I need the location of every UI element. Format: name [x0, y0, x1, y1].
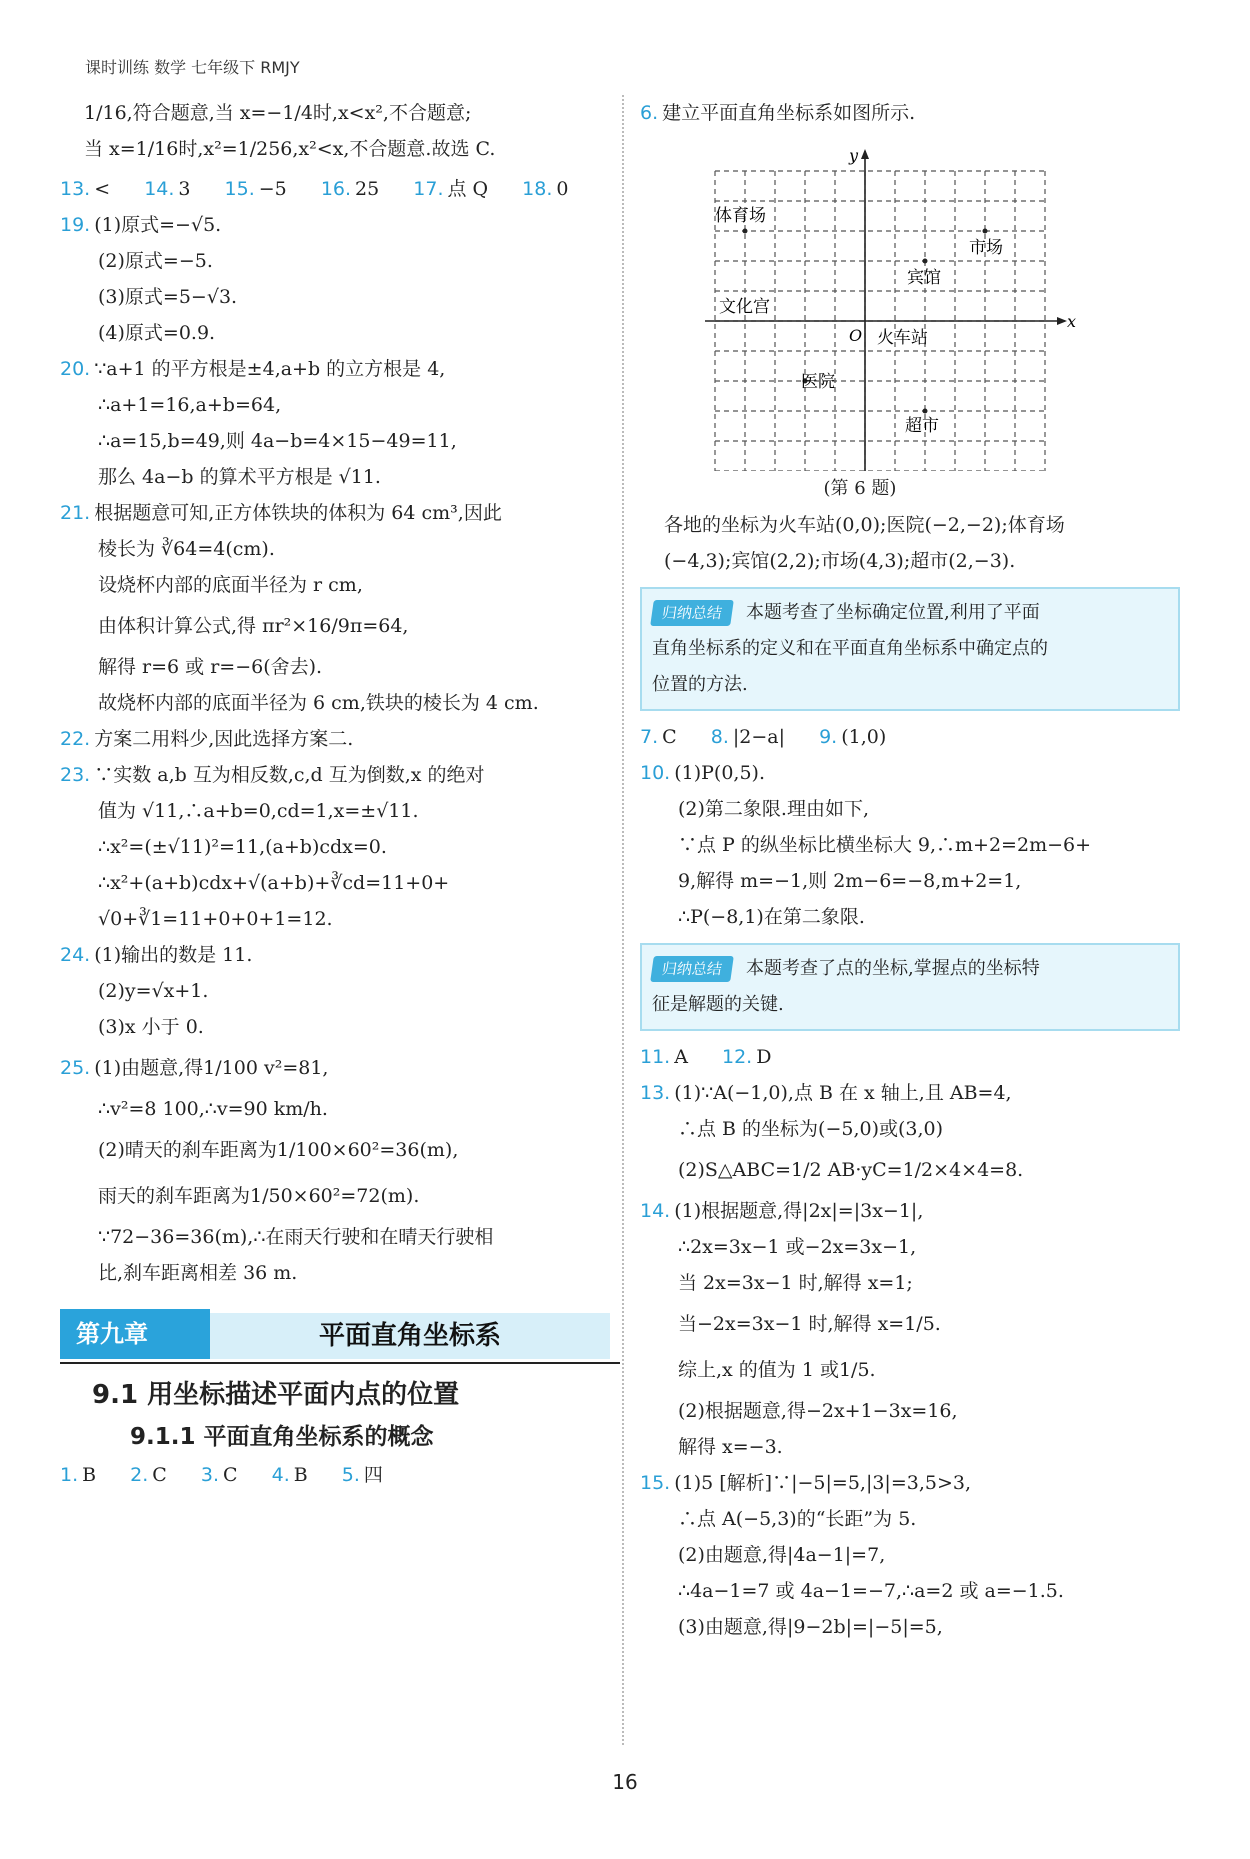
text-line: 9,解得 m=−1,则 2m−6=−8,m+2=1,	[678, 870, 1022, 892]
text-line: (2)由题意,得|4a−1|=7,	[678, 1544, 886, 1566]
question-number: 21.	[60, 502, 91, 524]
subsection-heading: 9.1.1 平面直角坐标系的概念	[130, 1424, 434, 1450]
question-number: 3.	[200, 1464, 220, 1486]
question-number: 8.	[710, 726, 729, 748]
text-line: 由体积计算公式,得 πr²×16/9π=64,	[98, 615, 409, 637]
section-heading: 9.1 用坐标描述平面内点的位置	[92, 1380, 460, 1410]
question-number: 11.	[640, 1046, 671, 1068]
place-label: 火车站	[877, 328, 928, 348]
answer: 四	[363, 1464, 383, 1486]
text-line: (1)原式=−√5.	[94, 214, 222, 236]
x-axis-arrow	[1057, 317, 1067, 325]
summary-box	[640, 587, 1180, 711]
question-number: 7.	[640, 726, 659, 748]
place-point	[923, 409, 928, 414]
figure-caption: (第 6 题)	[823, 478, 897, 499]
answers-1-5	[60, 1457, 620, 1493]
text-line: 综上,x 的值为 1 或1/5.	[678, 1359, 876, 1381]
text-line: ∴4a−1=7 或 4a−1=−7,∴a=2 或 a=−1.5.	[678, 1580, 1064, 1602]
answer: 0	[556, 178, 569, 200]
text-line: (2)晴天的刹车距离为1/100×60²=36(m),	[98, 1139, 459, 1161]
x-axis-label: x	[1067, 312, 1077, 331]
text-line: 故烧杯内部的底面半径为 6 cm,铁块的棱长为 4 cm.	[98, 692, 539, 714]
question-number: 15.	[224, 178, 255, 200]
place-label: 体育场	[715, 206, 766, 226]
question-number: 9.	[819, 726, 838, 748]
text-line: ∵实数 a,b 互为相反数,c,d 互为倒数,x 的绝对	[94, 764, 485, 786]
text-line: (2)y=√x+1.	[98, 980, 209, 1002]
question-number: 12.	[722, 1046, 753, 1068]
chapter-banner	[60, 1309, 620, 1365]
text-line: (−4,3);宾馆(2,2);市场(4,3);超市(2,−3).	[664, 550, 1016, 572]
text-line: (3)由题意,得|9−2b|=|−5|=5,	[678, 1616, 943, 1638]
answer: C	[662, 726, 677, 748]
question-13	[640, 1075, 1180, 1193]
text-line: 设烧杯内部的底面半径为 r cm,	[98, 574, 363, 596]
text-line: ∴P(−8,1)在第二象限.	[678, 906, 865, 928]
chapter-underline	[60, 1362, 620, 1364]
coordinate-figure	[690, 131, 1110, 471]
place-label: 宾馆	[907, 268, 941, 288]
text-line: (3)x 小于 0.	[98, 1016, 204, 1038]
question-25	[60, 1045, 620, 1291]
text-line: (4)原式=0.9.	[98, 322, 216, 344]
text-line: 解得 r=6 或 r=−6(舍去).	[98, 656, 323, 678]
text-line: 建立平面直角坐标系如图所示.	[662, 102, 916, 124]
text-line: ∵a+1 的平方根是±4,a+b 的立方根是 4,	[94, 358, 446, 380]
text-line: (1)P(0,5).	[674, 762, 765, 784]
text-line: ∴a+1=16,a+b=64,	[98, 394, 282, 416]
text-line: 值为 √11,∴a+b=0,cd=1,x=±√11.	[98, 800, 419, 822]
text-line: (3)原式=5−√3.	[98, 286, 238, 308]
y-axis-arrow	[861, 149, 869, 159]
answer: C	[152, 1464, 167, 1486]
summary-box	[640, 943, 1180, 1031]
answer: −5	[258, 178, 287, 200]
text-line: ∴点 B 的坐标为(−5,0)或(3,0)	[678, 1118, 944, 1140]
text-line: (2)根据题意,得−2x+1−3x=16,	[678, 1400, 958, 1422]
place-label: 医院	[801, 372, 835, 392]
question-20	[60, 351, 620, 495]
question-number: 18.	[522, 178, 553, 200]
right-column	[640, 95, 1180, 1645]
question-number: 1.	[60, 1464, 79, 1486]
text-line: 当 2x=3x−1 时,解得 x=1;	[678, 1272, 913, 1294]
summary-tag: 归纳总结	[650, 956, 734, 982]
origin-label: O	[849, 326, 863, 345]
question-number: 20.	[60, 358, 91, 380]
question-number: 14.	[144, 178, 175, 200]
answers-13-18	[60, 171, 620, 207]
column-divider	[622, 95, 624, 1745]
place-label: 超市	[905, 416, 939, 436]
page-header: 课时训练 数学 七年级下 RMJY	[85, 58, 300, 77]
answers-7-9	[640, 719, 1180, 755]
text-line: 本题考查了点的坐标,掌握点的坐标特	[746, 958, 1040, 979]
question-number: 4.	[271, 1464, 290, 1486]
text-line: (1)5 [解析]∵|−5|=5,|3|=3,5>3,	[674, 1472, 972, 1494]
text-line: 雨天的刹车距离为1/50×60²=72(m).	[98, 1185, 420, 1207]
text-line: 棱长为 ∛64=4(cm).	[98, 538, 275, 560]
answer: B	[293, 1464, 308, 1486]
answer: 25	[355, 178, 380, 200]
text-line: 当 x=1/16时,x²=1/256,x²<x,不合题意.故选 C.	[84, 138, 496, 160]
text-line: ∴a=15,b=49,则 4a−b=4×15−49=11,	[98, 430, 457, 452]
text-line: (2)原式=−5.	[98, 250, 213, 272]
question-number: 13.	[60, 178, 91, 200]
place-point	[983, 229, 988, 234]
question-21	[60, 495, 620, 721]
answers-11-12	[640, 1039, 1180, 1075]
answer: |2−a|	[732, 726, 786, 748]
place-label: 市场	[969, 238, 1003, 258]
question-number: 22.	[60, 728, 91, 750]
text-line: ∴点 A(−5,3)的“长距”为 5.	[678, 1508, 917, 1530]
text-line: (1)∵A(−1,0),点 B 在 x 轴上,且 AB=4,	[674, 1082, 1012, 1104]
question-number: 19.	[60, 214, 91, 236]
question-number: 23.	[60, 764, 91, 786]
question-number: 15.	[640, 1472, 671, 1494]
text-line: 各地的坐标为火车站(0,0);医院(−2,−2);体育场	[664, 514, 1065, 536]
answer: <	[94, 178, 111, 200]
chapter-title: 平面直角坐标系	[210, 1313, 610, 1359]
text-line: (1)输出的数是 11.	[94, 944, 253, 966]
text-line: 当−2x=3x−1 时,解得 x=1/5.	[678, 1313, 941, 1335]
question-number: 24.	[60, 944, 91, 966]
question-19	[60, 207, 620, 351]
summary-tag: 归纳总结	[650, 600, 734, 626]
answer: (1,0)	[841, 726, 887, 748]
text-line: ∵点 P 的纵坐标比横坐标大 9,∴m+2=2m−6+	[678, 834, 1092, 856]
question-22	[60, 721, 620, 757]
text-line: ∴v²=8 100,∴v=90 km/h.	[98, 1098, 328, 1120]
question-10	[640, 755, 1180, 935]
text-line: 直角坐标系的定义和在平面直角坐标系中确定点的	[652, 638, 1048, 659]
question-15	[640, 1465, 1180, 1645]
text-line: 那么 4a−b 的算术平方根是 √11.	[98, 466, 381, 488]
answer: C	[223, 1464, 238, 1486]
place-point	[923, 259, 928, 264]
text-line: ∴2x=3x−1 或−2x=3x−1,	[678, 1236, 917, 1258]
text-line: 根据题意可知,正方体铁块的体积为 64 cm³,因此	[94, 502, 502, 524]
text-line: ∴x²+(a+b)cdx+√(a+b)+∛cd=11+0+	[98, 872, 450, 894]
question-number: 17.	[413, 178, 444, 200]
question-number: 16.	[320, 178, 352, 200]
text-line: 1/16,符合题意,当 x=−1/4时,x<x²,不合题意;	[84, 102, 472, 124]
question-number: 10.	[640, 762, 671, 784]
text-line: (1)根据题意,得|2x|=|3x−1|,	[674, 1200, 924, 1222]
answer: A	[674, 1046, 688, 1068]
page-number: 16	[612, 1770, 638, 1794]
place-point	[743, 229, 748, 234]
text-line: 方案二用料少,因此选择方案二.	[94, 728, 354, 750]
question-number: 6.	[640, 102, 659, 124]
question-number: 13.	[640, 1082, 671, 1104]
text-line: 本题考查了坐标确定位置,利用了平面	[746, 602, 1040, 623]
question-number: 2.	[130, 1464, 149, 1486]
text-line: 位置的方法.	[652, 674, 748, 695]
answer: D	[756, 1046, 772, 1068]
question-14	[640, 1193, 1180, 1465]
text-line: 比,刹车距离相差 36 m.	[98, 1262, 298, 1284]
question-number: 25.	[60, 1057, 91, 1079]
chapter-tag: 第九章	[60, 1309, 210, 1359]
question-number: 5.	[341, 1464, 360, 1486]
text-line: (2)第二象限.理由如下,	[678, 798, 869, 820]
text-line: (1)由题意,得1/100 v²=81,	[94, 1057, 329, 1079]
question-23	[60, 757, 620, 937]
answer: B	[82, 1464, 97, 1486]
place-label: 文化宫	[719, 297, 770, 317]
y-axis-label: y	[849, 146, 859, 165]
text-line: ∵72−36=36(m),∴在雨天行驶和在晴天行驶相	[98, 1226, 494, 1248]
text-line: (2)S△ABC=1/2 AB·yC=1/2×4×4=8.	[678, 1159, 1024, 1181]
answer: 3	[178, 178, 191, 200]
text-line: 解得 x=−3.	[678, 1436, 783, 1458]
question-24	[60, 937, 620, 1045]
left-column	[60, 95, 620, 1493]
text-line: √0+∛1=11+0+0+1=12.	[98, 908, 333, 930]
text-line: 征是解题的关键.	[652, 994, 784, 1015]
answer: 点 Q	[447, 178, 489, 200]
question-number: 14.	[640, 1200, 671, 1222]
text-line: ∴x²=(±√11)²=11,(a+b)cdx=0.	[98, 836, 387, 858]
